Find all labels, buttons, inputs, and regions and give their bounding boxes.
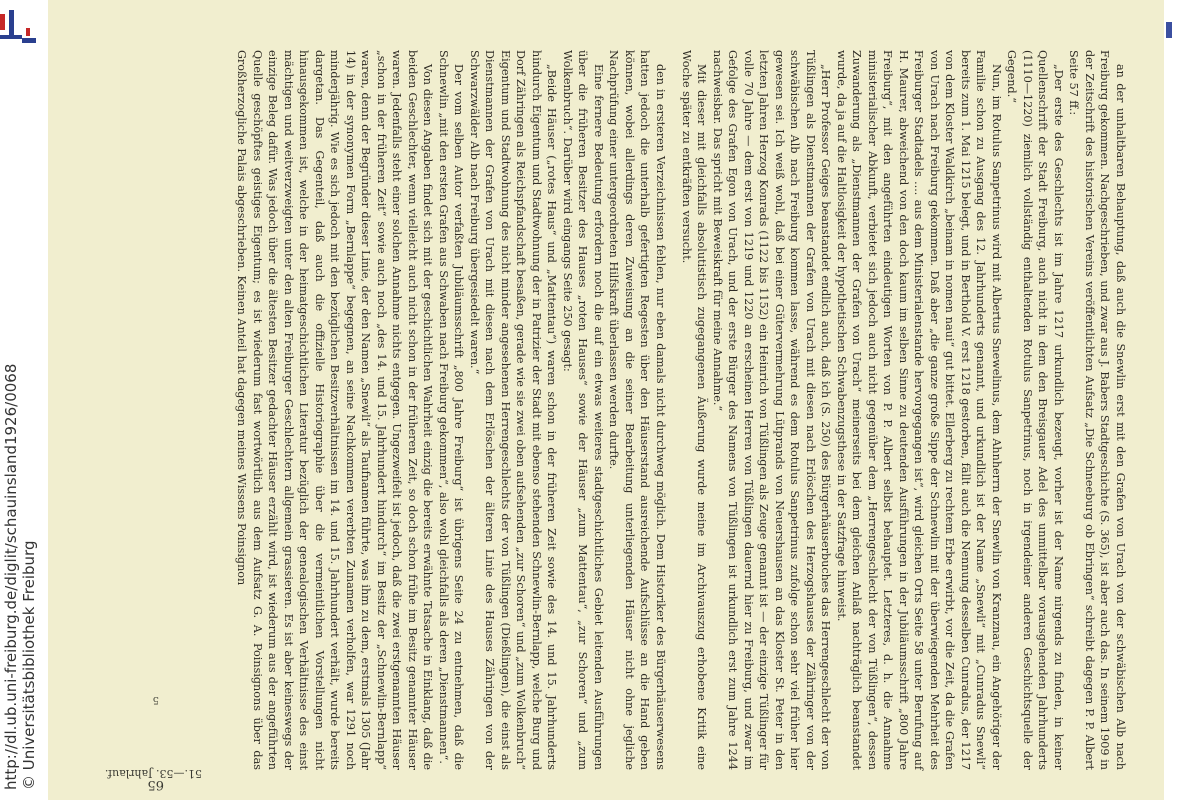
right-text-column <box>648 50 1128 770</box>
signature-mark: 5 <box>152 694 159 705</box>
paragraph: Der vom selben Autor verfaßten Jubiläumsschrift „800 Jahre Freiburg“ ist übrigens Seite 24 zu entnehmen, daß die Schnewlin „mit den ersten Grafen aus Schwaben nach Freiburg gekommen“, also wohl gleichfalls als deren „Dienstmannen“. <box>437 50 466 770</box>
viewer-right-strip <box>1164 0 1177 800</box>
paragraph: den in ersteren Verzeichnissen fehlen, nur eben damals nicht durchweg möglich. Dem Historiker des Bürgerhäuserwesens hatten jedoch die unterhalb gefertigten Regesten über den Häuserstand ausreichende Aufschlüsse an die Hand geben können, wobei allerdings deren Zuweisung an die seiner Bearbeitung unterliegenden Häuser nicht ohne jegliche Nachprüfung einer untergeordneten Hilfskraft überlassen werden durfte. <box>607 50 667 770</box>
paragraph: „Herr Professor Geiges beanstandet endlich auch, daß ich (S. 250) des Bürgerhäuserbuches das Herrengeschlecht der von Tüßlingen als Dienstmannen der Grafen von Urach mit diesen nach Erlöschen des Herzogshauses der Zähringer von der schwäbischen Alb nach Freiburg kommen lasse, während es dem Rotulus Sanpetrinus zufolge schon sehr viel früher hier gewesen sei. Ich weiß wohl, daß bei einer Gütervermehrung Lütprands von Neuershausen an das Kloster St. Peter in den letzten Jahren Herzog Konrads (1122 bis 1152) ein Heinrich von Tüßlingen als Zeuge genannt ist — der einzige Tüßlinger für volle 70 Jahre — dem erst von 1219 und 1220 an erscheinen Herren von Tüßlingen dauernd hier zu Freiburg, und zwar im Gefolge des Grafen Egon von Urach, und der erste Bürger des Namens von Tüßlingen ist urkundlich erst zum Jahre 1244 nachweisbar. Das spricht mit Beweiskraft für meine Annahme.“ <box>711 50 833 770</box>
left-text-column <box>188 50 668 770</box>
watermark-url: http://dl.ub.uni-freiburg.de/diglit/schauinsland1926/0068 <box>2 363 20 790</box>
paragraph: „Beide Häuser („rotes Haus“ und „Mattentau“) waren schon in der früheren Zeit sowie des 14. und 15. Jahrhunderts hindurch Eigentum und Stadtwohnung der in Patrizier der Stadt mit ebenso stehenden Schnewlin-Bernlapp, welche Burg und Dorf Zähringen als Reichspfandschaft besaßen, gerade wie sie zwei oben aufsehenden „zur Schoren“ und „zum Wolkenbruch“ Eigentum und Stadtwohnung des nicht minder angesehenen Herrengeschlechts der von Tüßlingen (Dießlingen), die einst als Dienstmannen der Grafen von Urach mit diesen nach dem Erlöschen der älteren Linie des Hauses Zähringen von der Schwarzwälder Alb nach Freiburg übergesiedelt waren.“ <box>468 50 559 770</box>
watermark-credit <box>2 0 40 790</box>
page-text-layer <box>48 0 1164 800</box>
navigation-marker-icon <box>1166 22 1172 38</box>
paragraph: Nun, im Rotulus Sanpetrinus wird mit Albertus Snewelinus, dem Ahnherrn der Snewlin von Kranznau, ein Angehöriger der Familie schon zu Ausgang des 12. Jahrhunderts genannt, und urkundlich ist der Name „Snewli“ mit „Cunradus Snewli“ bereits zum 1. Mai 1215 belegt, und in Berthold V. erst 1218 gestorben, fällt auch die Nennung desselben Cunradus, der 1217 von dem Kloster Waldkirch „beinam in nomen naui“ gut bittet. Ellerberg zu rechtem Erbe erwirbt, vor die Zeit, da die Grafen von Urach nach Freiburg gekommen. Daß aber „die ganze große Sippe der Schnewlin mit der überwiegenden Mehrheit des Freiburger Stadtadels .... aus dem Ministerialenstande hervorgegangen ist“, wird gleichen Orts Seite 58 unter Berufung auf H. Maurer, abweichend von den doch kaum im selben Sinne zu deutenden Ausführungen in der Jubiläumsschrift „800 Jahre Freiburg“, mit den angeführten eindeutigen Worten von P. P. Albert selbst behauptet. Letzteres, d. h. die Annahme ministerialischer Abkunft, verbietet sich jedoch auch nicht gegenüber dem „Herrengeschlecht der von Tüßlingen“, dessen Zuwanderung als „Dienstmannen der Grafen von Urach“ meinerseits bei dem gleichen Anlaß nachträglich beanstandet wurde, da ja auf die Haltlosigkeit der hypothetischen Schwabenzugsthese in der Satzfrage hinweist. <box>835 50 1003 770</box>
page-number: 65 <box>147 777 164 792</box>
watermark-copyright: © Universitätsbibliothek Freiburg <box>20 540 38 790</box>
paragraph: Eine fernere Bedeutung erfordern noch die auf ein etwas weiteres stadtgeschichtliches Gebiet leitenden Ausführungen über die früheren Besitzer des Hauses „roten Hauses“ sowie der Häuser „zum Mattentau“, „zur Schoren“ und „zum Wolkenbruch“. Darüber wird eingangs Seite 250 gesagt: <box>561 50 605 770</box>
paragraph: an der unhaltbaren Behauptung, daß auch die Snewlin erst mit den Grafen von Urach von der schwäbischen Alb nach Freiburg gekommen. Nachgeschrieben, und zwar aus J. Babers Stadtgeschichte (S. 365), ist aber auch das. In seinem 1909 in der Zeitschrift des historischen Vereins veröffentlichten Aufsatz „Die Schneeburg ob Ebringen“ schreibt dagegen P. P. Albert Seite 57 ff.: <box>1067 50 1127 770</box>
paragraph: Mit dieser mit gleichfalls absolutistisch zugegangenen Äußerung wurde meine im Archivauszug erhobene Kritik eine Woche später zu entkräften versucht. <box>680 50 709 770</box>
paragraph: Von diesen Angaben findet sich mit der geschichtlichen Wahrheit einzig die bereits erwähnte Tatsache in Einklang, daß die beiden Geschlechter, wenn vielleicht auch nicht schon in der früheren Zeit, so doch schon frühe im Besitz genannter Häuser waren. Jedenfalls steht einer solchen Annahme nichts entgegen. Ungezweifelt ist jedoch, daß die zwei erstgenannten Häuser „schon in der früheren Zeit“ sowie auch noch „des 14. und 15. Jahrhundert hindurch“ im Besitz der „Schnewlin-Bernlapp“ waren, denn der Begründer dieser Linie, der den Namen „Snewli“ als Taufnamen führte, was ihm zu dem, erstmals 1305 (Jahr 14) in der synonymen Form „Bernlappe“ begegnen, an seine Nachkommen vererbten Zunamen verholfen, war 1291 noch minderjährig. Wie es sich jedoch mit den bezüglichen Besitzverhältnissen im 14. und 15. Jahrhundert verhält, wurde bereits dargetan. Das Gegenteil, daß auch die offizielle Historiographie über die vermeintlichen Vorstellungen nicht hinausgekommen ist, welche in der heimatgeschichtlichen Literatur bezüglich der genealogischen Verhältnisse des einst mächtigen und weitverzweigten unter den alten Freiburger Geschlechtern allgemein grassieren. Es ist aber keineswegs der einzige Beleg dafür. Was jedoch über die ältesten Besitzer gedachter Häuser erzählt wird, ist wiederum aus der angeführten Quelle geschöpftes geistiges Eigentum; es ist wiederum fast wortwörtlich aus dem Aufsatz G. A. Poinsignons über das Großherzogliche Palais abgeschrieben. Keinen Anteil hat dagegen meines Wissens Poinsignon <box>235 50 435 770</box>
running-head: 51.—53. Jahrlauf. <box>104 767 202 780</box>
viewer-left-strip <box>0 0 48 800</box>
paragraph: „Der erste des Geschlechts ist im Jahre 1217 urkundlich bezeugt, vorher ist der Name nirgends zu finden, in keiner Quellenschrift der Stadt Freiburg, auch nicht in dem den Breisgauer Adel des unmittelbar vorausgehenden Jahrhunderts (1110—1220) ziemlich vollständig enthaltenden Rotulus Sanpetrinus, noch in irgendeiner anderen Geschichtsquelle der Gegend.“ <box>1005 50 1065 770</box>
